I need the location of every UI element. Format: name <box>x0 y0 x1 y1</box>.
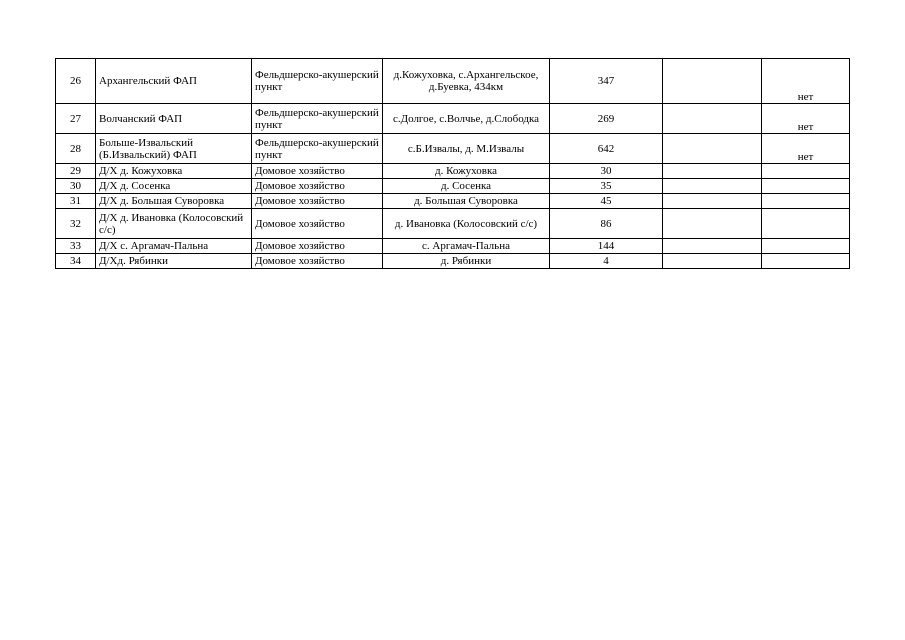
facility-type-cell: Фельдшерско-акушерский пункт <box>252 59 383 104</box>
population-cell: 45 <box>550 194 663 209</box>
population-cell: 269 <box>550 104 663 134</box>
table-row <box>56 239 850 254</box>
note-cell <box>762 179 850 194</box>
settlements-cell: д. Рябинки <box>383 254 550 269</box>
row-number-cell: 33 <box>56 239 96 254</box>
note-cell: нет <box>762 104 850 134</box>
table-row <box>56 209 850 239</box>
facility-type-cell: Фельдшерско-акушерский пункт <box>252 134 383 164</box>
population-cell: 4 <box>550 254 663 269</box>
empty-cell <box>663 239 762 254</box>
row-number-cell: 28 <box>56 134 96 164</box>
empty-cell <box>663 209 762 239</box>
note-cell <box>762 164 850 179</box>
note-cell: нет <box>762 134 850 164</box>
empty-cell <box>663 254 762 269</box>
facilities-table <box>55 58 850 269</box>
row-number-cell: 29 <box>56 164 96 179</box>
empty-cell <box>663 194 762 209</box>
empty-cell <box>663 59 762 104</box>
row-number-cell: 31 <box>56 194 96 209</box>
table-row <box>56 194 850 209</box>
table-row <box>56 134 850 164</box>
settlements-cell: д.Кожуховка, с.Архангельское, д.Буевка, 434км <box>383 59 550 104</box>
table-body <box>56 59 850 269</box>
facility-name-cell: Д/Х д. Сосенка <box>96 179 252 194</box>
row-number-cell: 27 <box>56 104 96 134</box>
empty-cell <box>663 104 762 134</box>
settlements-cell: с.Б.Извалы, д. М.Извалы <box>383 134 550 164</box>
facility-type-cell: Домовое хозяйство <box>252 164 383 179</box>
note-cell <box>762 209 850 239</box>
settlements-cell: д. Кожуховка <box>383 164 550 179</box>
facility-type-cell: Домовое хозяйство <box>252 194 383 209</box>
population-cell: 144 <box>550 239 663 254</box>
note-cell <box>762 239 850 254</box>
settlements-cell: д. Сосенка <box>383 179 550 194</box>
settlements-cell: д. Большая Суворовка <box>383 194 550 209</box>
empty-cell <box>663 164 762 179</box>
facility-type-cell: Домовое хозяйство <box>252 239 383 254</box>
facility-type-cell: Домовое хозяйство <box>252 209 383 239</box>
population-cell: 35 <box>550 179 663 194</box>
facility-name-cell: Архангельский ФАП <box>96 59 252 104</box>
settlements-cell: с. Аргамач-Пальна <box>383 239 550 254</box>
row-number-cell: 26 <box>56 59 96 104</box>
facility-type-cell: Фельдшерско-акушерский пункт <box>252 104 383 134</box>
table-row <box>56 164 850 179</box>
settlements-cell: д. Ивановка (Колосовский с/с) <box>383 209 550 239</box>
empty-cell <box>663 134 762 164</box>
facility-name-cell: Больше-Извальский (Б.Извальский) ФАП <box>96 134 252 164</box>
facility-type-cell: Домовое хозяйство <box>252 179 383 194</box>
table-row <box>56 59 850 104</box>
population-cell: 30 <box>550 164 663 179</box>
table-row <box>56 179 850 194</box>
facility-name-cell: Волчанский ФАП <box>96 104 252 134</box>
empty-cell <box>663 179 762 194</box>
facility-name-cell: Д/Хд. Рябинки <box>96 254 252 269</box>
note-cell <box>762 254 850 269</box>
table-row <box>56 254 850 269</box>
facility-name-cell: Д/Х д. Большая Суворовка <box>96 194 252 209</box>
facility-name-cell: Д/Х с. Аргамач-Пальна <box>96 239 252 254</box>
note-cell <box>762 194 850 209</box>
facility-name-cell: Д/Х д. Кожуховка <box>96 164 252 179</box>
facility-type-cell: Домовое хозяйство <box>252 254 383 269</box>
note-cell: нет <box>762 59 850 104</box>
population-cell: 642 <box>550 134 663 164</box>
population-cell: 86 <box>550 209 663 239</box>
row-number-cell: 34 <box>56 254 96 269</box>
row-number-cell: 30 <box>56 179 96 194</box>
population-cell: 347 <box>550 59 663 104</box>
row-number-cell: 32 <box>56 209 96 239</box>
settlements-cell: с.Долгое, с.Волчье, д.Слободка <box>383 104 550 134</box>
facility-name-cell: Д/Х д. Ивановка (Колосовский с/с) <box>96 209 252 239</box>
table-row <box>56 104 850 134</box>
